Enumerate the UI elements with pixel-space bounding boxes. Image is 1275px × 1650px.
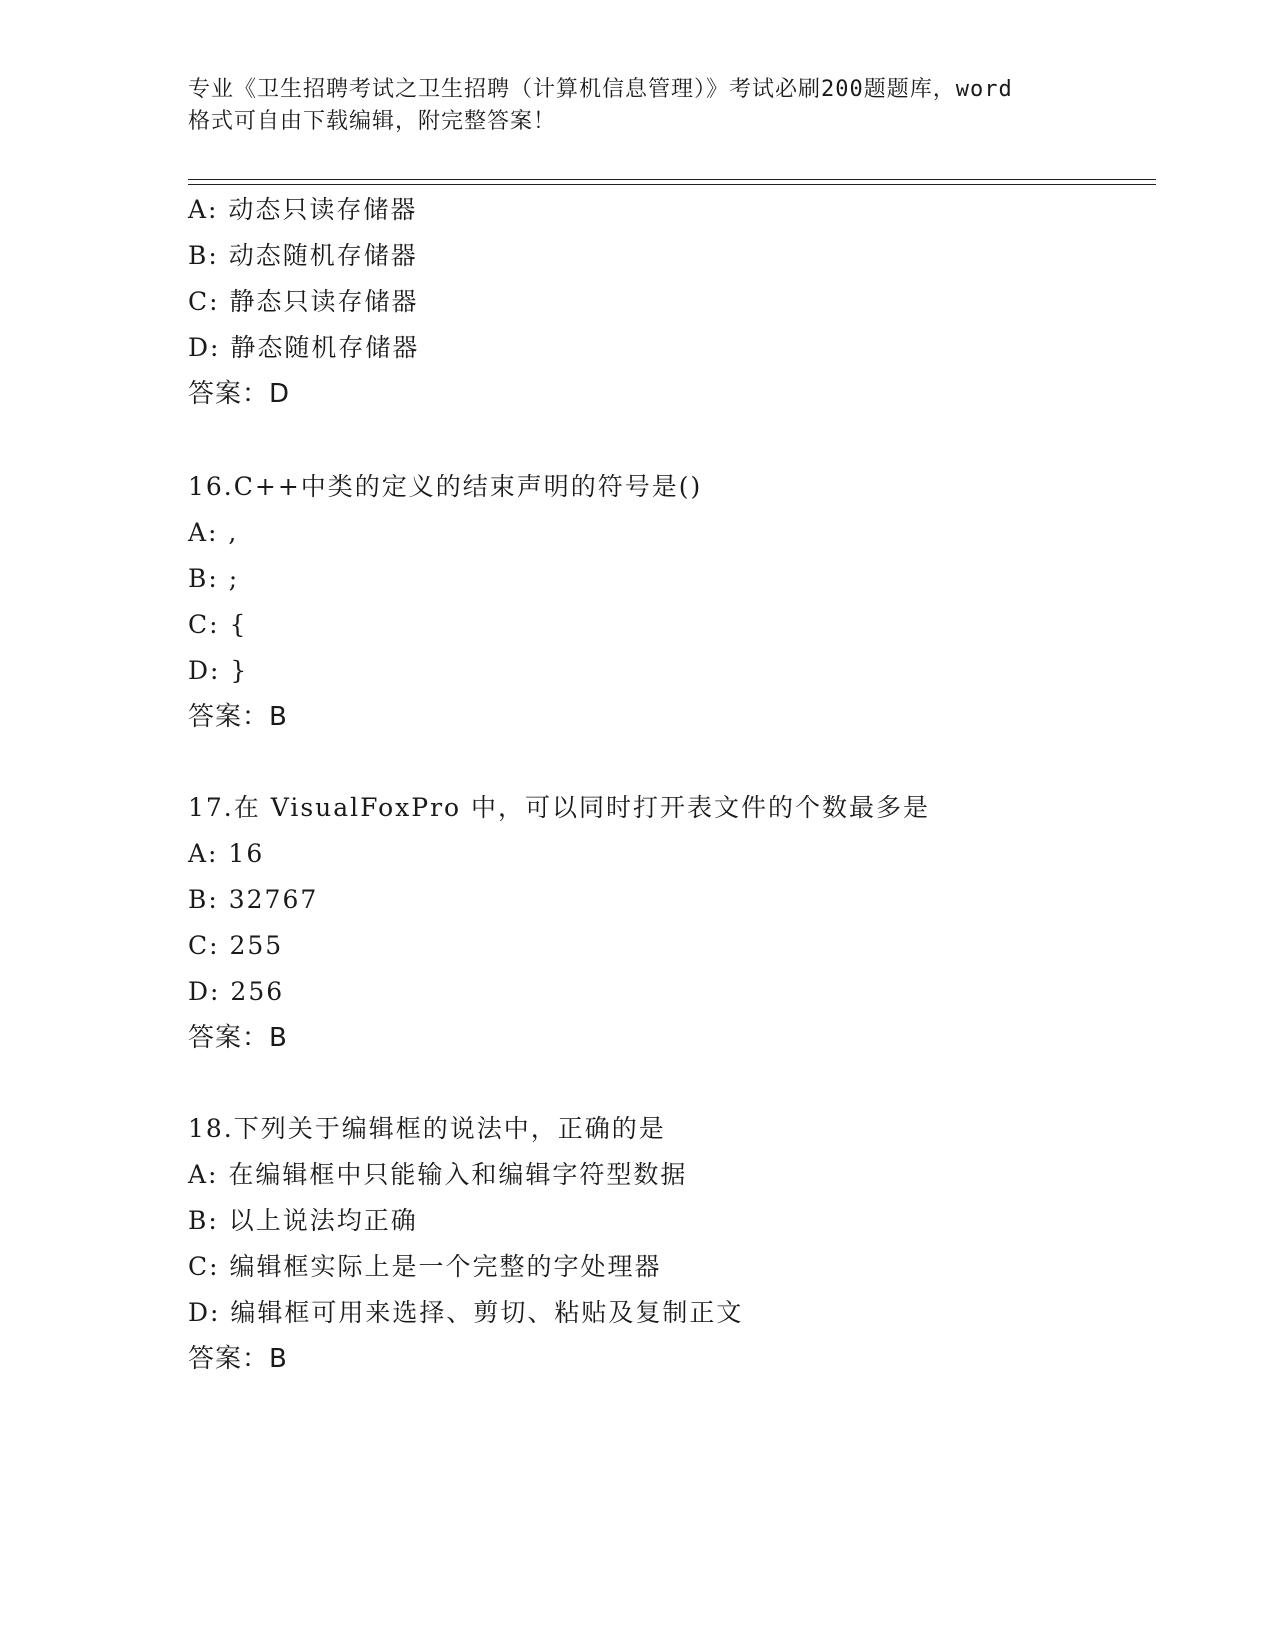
q17-option-d: D: 256 bbox=[188, 977, 285, 1006]
q18-option-a: A: 在编辑框中只能输入和编辑字符型数据 bbox=[188, 1160, 688, 1189]
header-divider-top bbox=[188, 179, 1156, 180]
q18-option-b: B: 以上说法均正确 bbox=[188, 1206, 418, 1235]
q15-option-a: A: 动态只读存储器 bbox=[188, 195, 418, 224]
header-line-2: 格式可自由下载编辑，附完整答案！ bbox=[188, 109, 557, 134]
q15-option-b: B: 动态随机存储器 bbox=[188, 241, 418, 270]
q17-question: 17.在 VisualFoxPro 中，可以同时打开表文件的个数最多是 bbox=[188, 793, 931, 822]
header-line-1: 专业《卫生招聘考试之卫生招聘（计算机信息管理）》考试必刷200题题库，word bbox=[188, 77, 1013, 102]
q17-option-c: C: 255 bbox=[188, 931, 284, 960]
q16-option-b: B: ; bbox=[188, 564, 240, 593]
q16-question: 16.C++中类的定义的结束声明的符号是() bbox=[188, 472, 703, 501]
q17-option-b: B: 32767 bbox=[188, 885, 319, 914]
q16-option-a: A: , bbox=[188, 518, 239, 547]
q15-option-c: C: 静态只读存储器 bbox=[188, 287, 419, 316]
q16-option-c: C: { bbox=[188, 610, 248, 639]
q18-question: 18.下列关于编辑框的说法中，正确的是 bbox=[188, 1114, 666, 1143]
document-header bbox=[188, 74, 1088, 138]
question-15-block bbox=[188, 187, 1128, 417]
question-16-block bbox=[188, 464, 1128, 740]
q15-option-d: D: 静态随机存储器 bbox=[188, 333, 420, 362]
q17-answer: 答案：B bbox=[188, 1023, 288, 1053]
question-18-block bbox=[188, 1106, 1128, 1382]
q15-answer: 答案：D bbox=[188, 379, 291, 409]
q18-option-d: D: 编辑框可用来选择、剪切、粘贴及复制正文 bbox=[188, 1298, 744, 1327]
header-divider-bottom bbox=[188, 184, 1156, 185]
q17-option-a: A: 16 bbox=[188, 839, 265, 868]
q16-answer: 答案：B bbox=[188, 702, 288, 732]
q16-option-d: D: } bbox=[188, 656, 249, 685]
question-17-block bbox=[188, 785, 1128, 1061]
q18-answer: 答案：B bbox=[188, 1344, 288, 1374]
q18-option-c: C: 编辑框实际上是一个完整的字处理器 bbox=[188, 1252, 662, 1281]
